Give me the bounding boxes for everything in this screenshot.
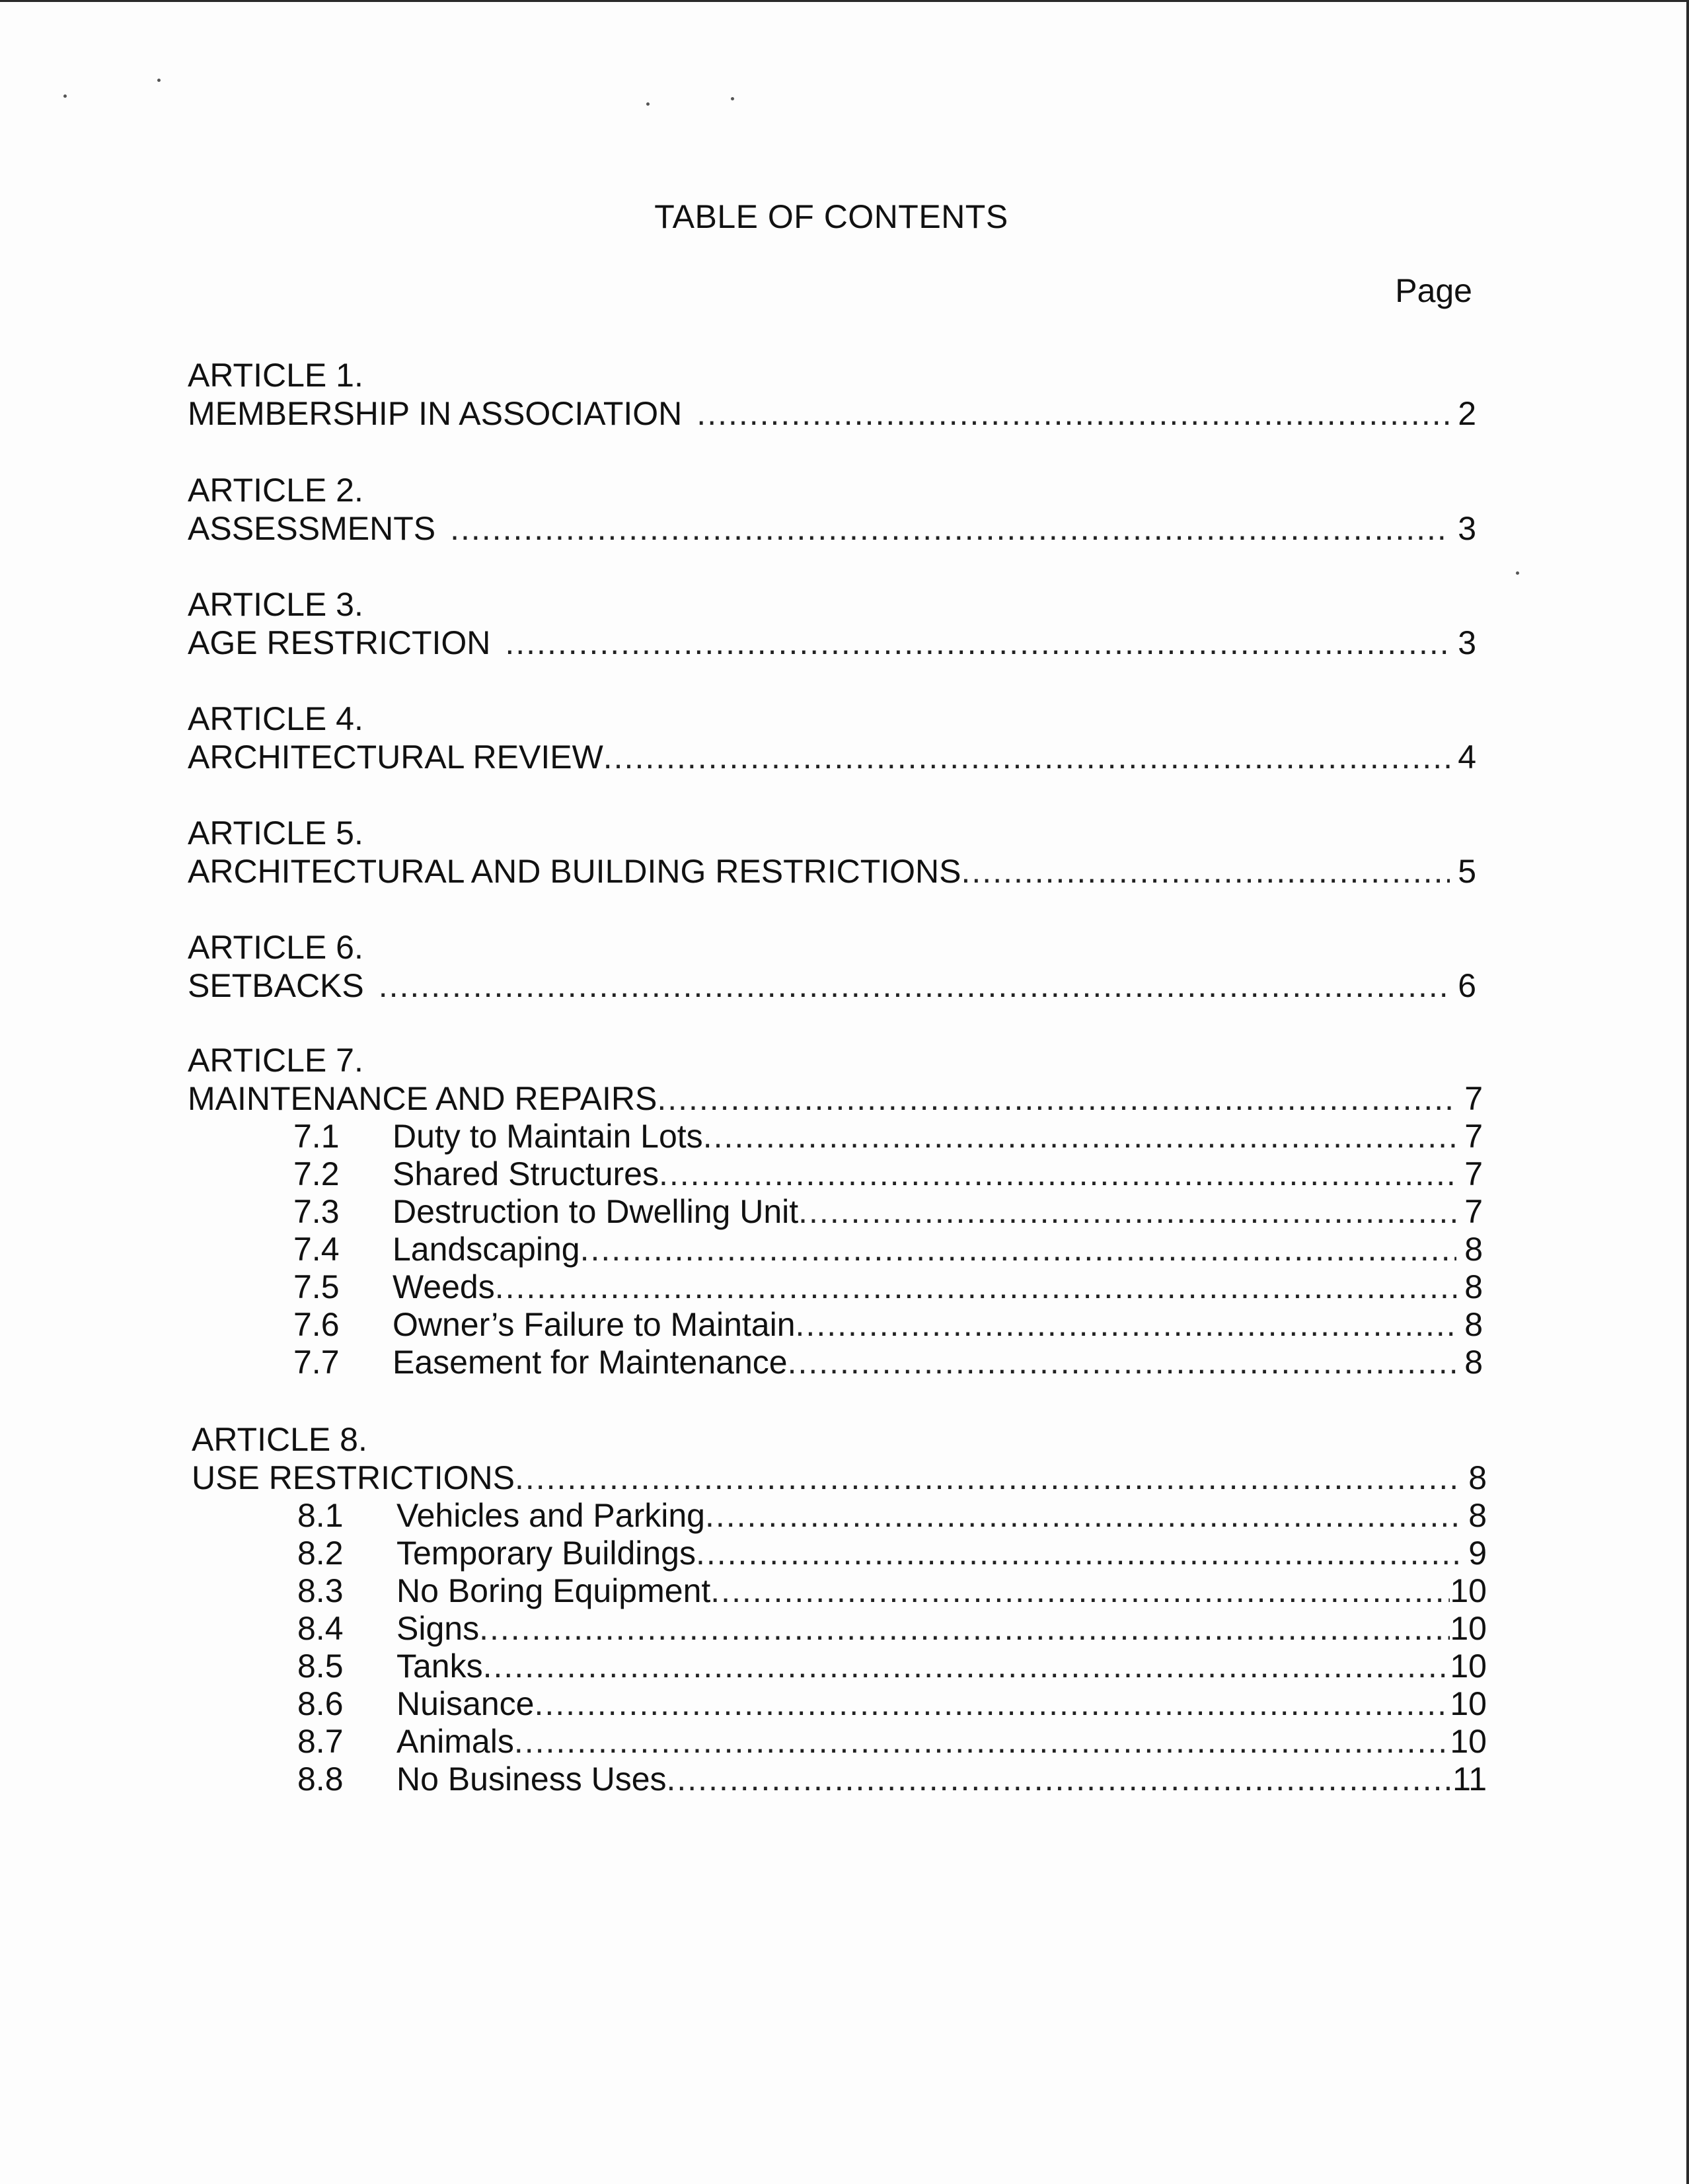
section-number: 7.7 [293,1344,340,1381]
dot-leader [450,509,1450,548]
article-title: AGE RESTRICTION [188,624,491,661]
scan-speck [1516,571,1519,575]
dot-leader [788,1344,1456,1381]
section-title: Vehicles and Parking [396,1497,705,1534]
section-line [192,1761,1487,1798]
page-number: 5 [1458,853,1476,890]
page-number: 7 [1464,1080,1483,1117]
dot-leader [505,624,1450,662]
dot-leader [603,738,1450,776]
section-title: Temporary Buildings [396,1535,696,1572]
article-2-entry [188,471,1476,548]
section-title: No Business Uses [396,1761,667,1798]
article-5-entry [188,814,1476,891]
section-line [192,1685,1487,1723]
section-number: 8.3 [297,1572,344,1609]
article-title: ARCHITECTURAL REVIEW [188,739,603,776]
article-title: ARCHITECTURAL AND BUILDING RESTRICTIONS [188,853,961,890]
section-line [188,1193,1483,1231]
page-column-label: Page [1395,272,1472,309]
page-number: 9 [1468,1535,1487,1572]
page-number: 3 [1458,510,1476,547]
section-title: No Boring Equipment [396,1572,711,1609]
article-title: MAINTENANCE AND REPAIRS [188,1080,657,1117]
section-line [192,1610,1487,1648]
dot-leader [961,852,1450,891]
article-title-line [188,509,1476,548]
dot-leader [798,1193,1456,1231]
dot-leader [514,1723,1450,1761]
toc-title: TABLE OF CONTENTS [654,198,1008,235]
page-number: 8 [1468,1497,1487,1534]
section-title: Easement for Maintenance [393,1344,788,1381]
section-title: Signs [396,1610,480,1647]
dot-leader [710,1572,1450,1610]
dot-leader [696,394,1450,433]
page-number: 11 [1452,1761,1487,1798]
article-3-entry [188,585,1476,662]
page-number: 10 [1450,1572,1487,1609]
section-title: Owner’s Failure to Maintain [393,1306,796,1343]
dot-leader [705,1497,1460,1535]
section-title: Landscaping [393,1231,580,1268]
article-title-line [188,624,1476,662]
page-number: 7 [1464,1193,1483,1230]
section-line [188,1155,1483,1193]
section-number: 7.2 [293,1155,340,1192]
article-6-entry [188,928,1476,1005]
section-number: 8.2 [297,1535,344,1572]
article-7-entry [188,1041,1483,1381]
section-number: 8.5 [297,1648,344,1685]
dot-leader [703,1118,1456,1155]
article-number: ARTICLE 6. [188,929,363,966]
section-line [192,1497,1487,1535]
section-line [192,1535,1487,1572]
dot-leader [483,1648,1450,1685]
dot-leader [667,1761,1453,1798]
section-title: Destruction to Dwelling Unit [393,1193,799,1230]
scan-speck [731,97,734,100]
article-title-line [188,394,1476,433]
page-number: 7 [1464,1118,1483,1155]
article-number: ARTICLE 3. [188,586,363,623]
article-title-line [192,1459,1487,1497]
section-title: Nuisance [396,1685,535,1722]
article-1-entry [188,356,1476,433]
article-title-line [188,738,1476,776]
section-line [188,1231,1483,1268]
article-number: ARTICLE 5. [188,815,363,852]
article-number: ARTICLE 8. [192,1421,367,1458]
section-title: Shared Structures [393,1155,659,1192]
article-number: ARTICLE 1. [188,357,363,394]
section-title: Animals [396,1723,514,1760]
scan-speck [63,94,67,98]
article-title-line [188,966,1476,1005]
page-number: 8 [1464,1268,1483,1305]
page-number: 8 [1468,1459,1487,1496]
section-number: 8.7 [297,1723,344,1760]
section-number: 7.6 [293,1306,340,1343]
dot-leader [657,1079,1456,1118]
section-line [192,1723,1487,1761]
section-number: 8.6 [297,1685,344,1722]
article-title: USE RESTRICTIONS [192,1459,515,1496]
section-number: 7.4 [293,1231,340,1268]
article-number: ARTICLE 7. [188,1042,363,1079]
article-title: ASSESSMENTS [188,510,436,547]
page-number: 8 [1464,1306,1483,1343]
section-line [188,1118,1483,1155]
section-line [192,1648,1487,1685]
article-title: SETBACKS [188,967,364,1004]
page-number: 7 [1464,1155,1483,1192]
article-8-entry [192,1420,1487,1798]
scan-speck [157,79,161,82]
section-number: 7.1 [293,1118,340,1155]
section-number: 7.5 [293,1268,340,1305]
article-number: ARTICLE 2. [188,472,363,509]
section-number: 8.8 [297,1761,344,1798]
section-number: 7.3 [293,1193,340,1230]
section-title: Weeds [393,1268,495,1305]
dot-leader [534,1685,1450,1723]
section-line [188,1344,1483,1381]
page-number: 6 [1458,967,1476,1004]
section-number: 8.1 [297,1497,344,1534]
dot-leader [696,1535,1460,1572]
section-title: Tanks [396,1648,483,1685]
page-number: 10 [1450,1648,1487,1685]
dot-leader [796,1306,1456,1344]
dot-leader [379,966,1450,1005]
page-number: 8 [1464,1231,1483,1268]
dot-leader [495,1268,1456,1306]
section-line [192,1572,1487,1610]
article-title-line [188,1079,1483,1118]
section-line [188,1306,1483,1344]
page-number: 2 [1458,395,1476,432]
page-number: 10 [1450,1610,1487,1647]
scan-speck [646,102,650,106]
section-number: 8.4 [297,1610,344,1647]
dot-leader [580,1231,1456,1268]
article-title: MEMBERSHIP IN ASSOCIATION [188,395,683,432]
page-number: 10 [1450,1723,1487,1760]
section-title: Duty to Maintain Lots [393,1118,703,1155]
article-number: ARTICLE 4. [188,700,363,737]
dot-leader [479,1610,1450,1648]
section-line [188,1268,1483,1306]
page-number: 3 [1458,624,1476,661]
dot-leader [659,1155,1456,1193]
page-number: 4 [1458,739,1476,776]
dot-leader [515,1459,1460,1497]
article-title-line [188,852,1476,891]
page-number: 10 [1450,1685,1487,1722]
article-4-entry [188,700,1476,776]
page-number: 8 [1464,1344,1483,1381]
